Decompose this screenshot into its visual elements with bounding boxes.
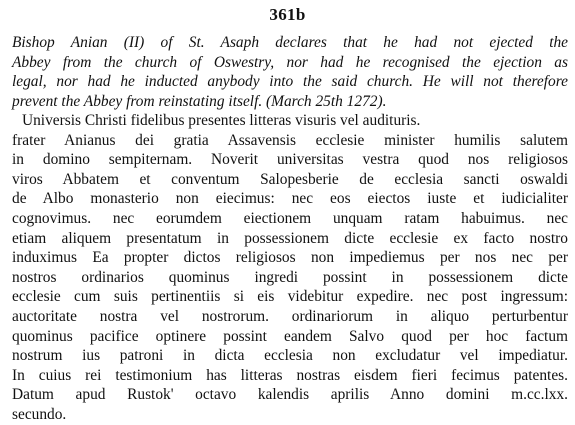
- charter-line: In cuius rei testimonium has litteras nostras eisdem fieri fecimus patentes.: [12, 366, 568, 384]
- charter-text: [12, 111, 568, 425]
- charter-line: de Albo monasterio non eiecimus: nec eos eiectos iuste et iudicialiter: [12, 190, 568, 208]
- charter-line: cognovimus. nec eorumdem eiectionem unquam ratam habuimus. nec: [12, 209, 568, 227]
- summary-line: Bishop Anian (II) of St. Asaph declares that he had not ejected the: [12, 34, 568, 51]
- charter-line: quominus pacifice optinere possint eandem Salvo quod per hoc factum: [12, 327, 568, 345]
- summary-line: legal, nor had he inducted anybody into the said church. He will not therefore: [12, 73, 568, 91]
- summary-line: prevent the Abbey from reinstating itself. (March 25th 1272).: [12, 92, 387, 110]
- document-number: 361b: [269, 5, 306, 24]
- charter-line: Datum apud Rustok' octavo kalendis aprilis Anno domini m.cc.lxx.: [12, 386, 568, 404]
- document-summary: [12, 33, 568, 111]
- summary-line: Abbey from the church of Oswestry, nor had he recognised the ejection as: [12, 53, 568, 71]
- charter-line: viros Abbatem et conventum Salopesberie de ecclesia sancti oswaldi: [12, 170, 568, 188]
- charter-line: Universis Christi fidelibus presentes litteras visuris vel audituris.: [22, 112, 421, 129]
- charter-line: induximus Ea propter dictos religiosos non impediemus per nos nec per: [12, 249, 568, 267]
- charter-line: nostrum ius patroni in dicta ecclesia non excludatur vel impediatur.: [12, 347, 568, 365]
- charter-line: etiam aliquem presentatum in possessionem dicte ecclesie ex facto nostro: [12, 229, 568, 247]
- charter-line: auctoritate nostra vel nostrorum. ordinariorum in aliquo perturbentur: [12, 307, 568, 325]
- charter-line: secundo.: [12, 405, 67, 423]
- charter-line: frater Anianus dei gratia Assavensis ecclesie minister humilis salutem: [12, 131, 568, 149]
- charter-line: ecclesie cum suis pertinentiis si eis videbitur expedire. nec post ingressum:: [12, 288, 568, 306]
- charter-line: in domino sempiternam. Noverit universitas vestra quod nos religiosos: [12, 151, 568, 169]
- charter-line: nostros ordinarios quominus ingredi possint in possessionem dicte: [12, 268, 568, 286]
